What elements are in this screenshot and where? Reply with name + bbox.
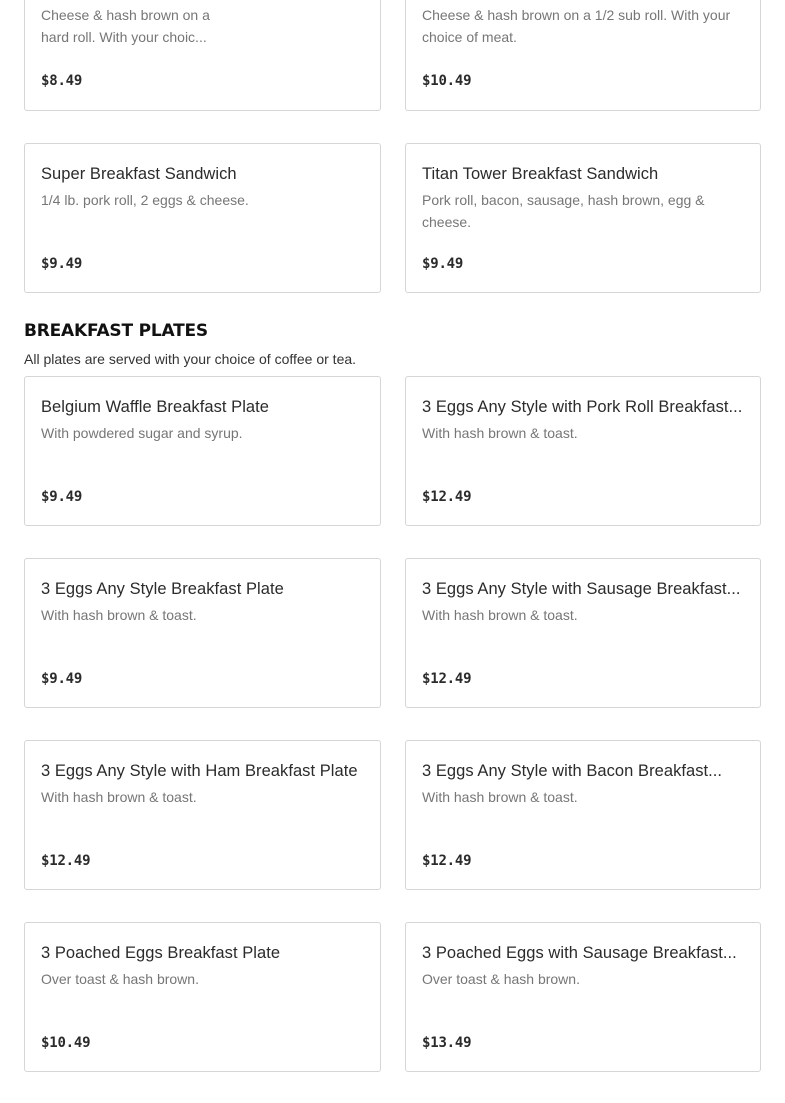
menu-item-price: $9.49 bbox=[41, 489, 83, 505]
menu-item-description: Pork roll, bacon, sausage, hash brown, egg & cheese. bbox=[422, 192, 705, 230]
menu-item-description: With hash brown & toast. bbox=[422, 789, 578, 805]
menu-item-card[interactable] bbox=[405, 143, 761, 293]
menu-item-price: $12.49 bbox=[41, 853, 91, 869]
menu-item-description: With hash brown & toast. bbox=[422, 425, 578, 441]
menu-item-card[interactable] bbox=[405, 376, 761, 526]
menu-item-price: $10.49 bbox=[422, 73, 472, 89]
menu-item-name: Belgium Waffle Breakfast Plate bbox=[41, 398, 270, 416]
menu-item-price: $10.49 bbox=[41, 1035, 91, 1051]
menu-item-card[interactable] bbox=[24, 143, 381, 293]
menu-item-name: 3 Eggs Any Style Breakfast Plate bbox=[41, 580, 284, 598]
menu-item-card[interactable] bbox=[24, 376, 381, 526]
menu-item-description: Over toast & hash brown. bbox=[422, 971, 580, 987]
menu-item-description: Over toast & hash brown. bbox=[41, 971, 199, 987]
menu-item-card[interactable] bbox=[405, 558, 761, 708]
breakfast-plates-grid bbox=[24, 376, 761, 1072]
menu-item-description: With powdered sugar and syrup. bbox=[41, 425, 243, 441]
breakfast-sandwiches-grid-2 bbox=[24, 143, 761, 293]
breakfast-sandwiches-grid bbox=[24, 0, 761, 111]
menu-item-description: Cheese & hash brown on a 1/2 sub roll. With your choice of meat. bbox=[422, 7, 731, 45]
section-title: BREAKFAST PLATES bbox=[24, 321, 208, 341]
menu-item-card[interactable] bbox=[405, 922, 761, 1072]
menu-item-card[interactable] bbox=[24, 740, 381, 890]
breakfast-plates-header bbox=[24, 320, 761, 370]
menu-item-price: $9.49 bbox=[422, 256, 464, 272]
section-subtitle: All plates are served with your choice of coffee or tea. bbox=[24, 351, 357, 367]
menu-item-description: With hash brown & toast. bbox=[41, 789, 197, 805]
menu-item-name: 3 Eggs Any Style with Pork Roll Breakfast... bbox=[422, 398, 743, 416]
menu-item-card[interactable] bbox=[24, 558, 381, 708]
menu-item-price: $9.49 bbox=[41, 256, 83, 272]
menu-item-description: 1/4 lb. pork roll, 2 eggs & cheese. bbox=[41, 192, 249, 208]
menu-item-card[interactable] bbox=[405, 0, 761, 111]
menu-item-name: 3 Poached Eggs Breakfast Plate bbox=[41, 944, 281, 962]
menu-item-price: $9.49 bbox=[41, 671, 83, 687]
menu-item-card[interactable] bbox=[405, 740, 761, 890]
menu-item-name: 3 Eggs Any Style with Sausage Breakfast... bbox=[422, 580, 741, 598]
menu-item-price: $13.49 bbox=[422, 1035, 472, 1051]
menu-item-description: With hash brown & toast. bbox=[422, 607, 578, 623]
menu-item-name: Titan Tower Breakfast Sandwich bbox=[422, 165, 659, 183]
menu-item-name: Super Breakfast Sandwich bbox=[41, 165, 237, 183]
menu-item-name: 3 Poached Eggs with Sausage Breakfast... bbox=[422, 944, 737, 962]
menu-item-name: 3 Eggs Any Style with Ham Breakfast Plate bbox=[41, 762, 358, 780]
menu-page bbox=[24, 0, 761, 1072]
menu-item-card[interactable] bbox=[24, 922, 381, 1072]
menu-item-price: $12.49 bbox=[422, 489, 472, 505]
menu-item-name: 3 Eggs Any Style with Bacon Breakfast... bbox=[422, 762, 723, 780]
menu-item-price: $8.49 bbox=[41, 73, 83, 89]
menu-item-price: $12.49 bbox=[422, 853, 472, 869]
menu-item-price: $12.49 bbox=[422, 671, 472, 687]
menu-item-description: With hash brown & toast. bbox=[41, 607, 197, 623]
menu-item-description: Cheese & hash brown on a hard roll. With your choic... bbox=[41, 7, 210, 45]
menu-item-card[interactable] bbox=[24, 0, 381, 111]
